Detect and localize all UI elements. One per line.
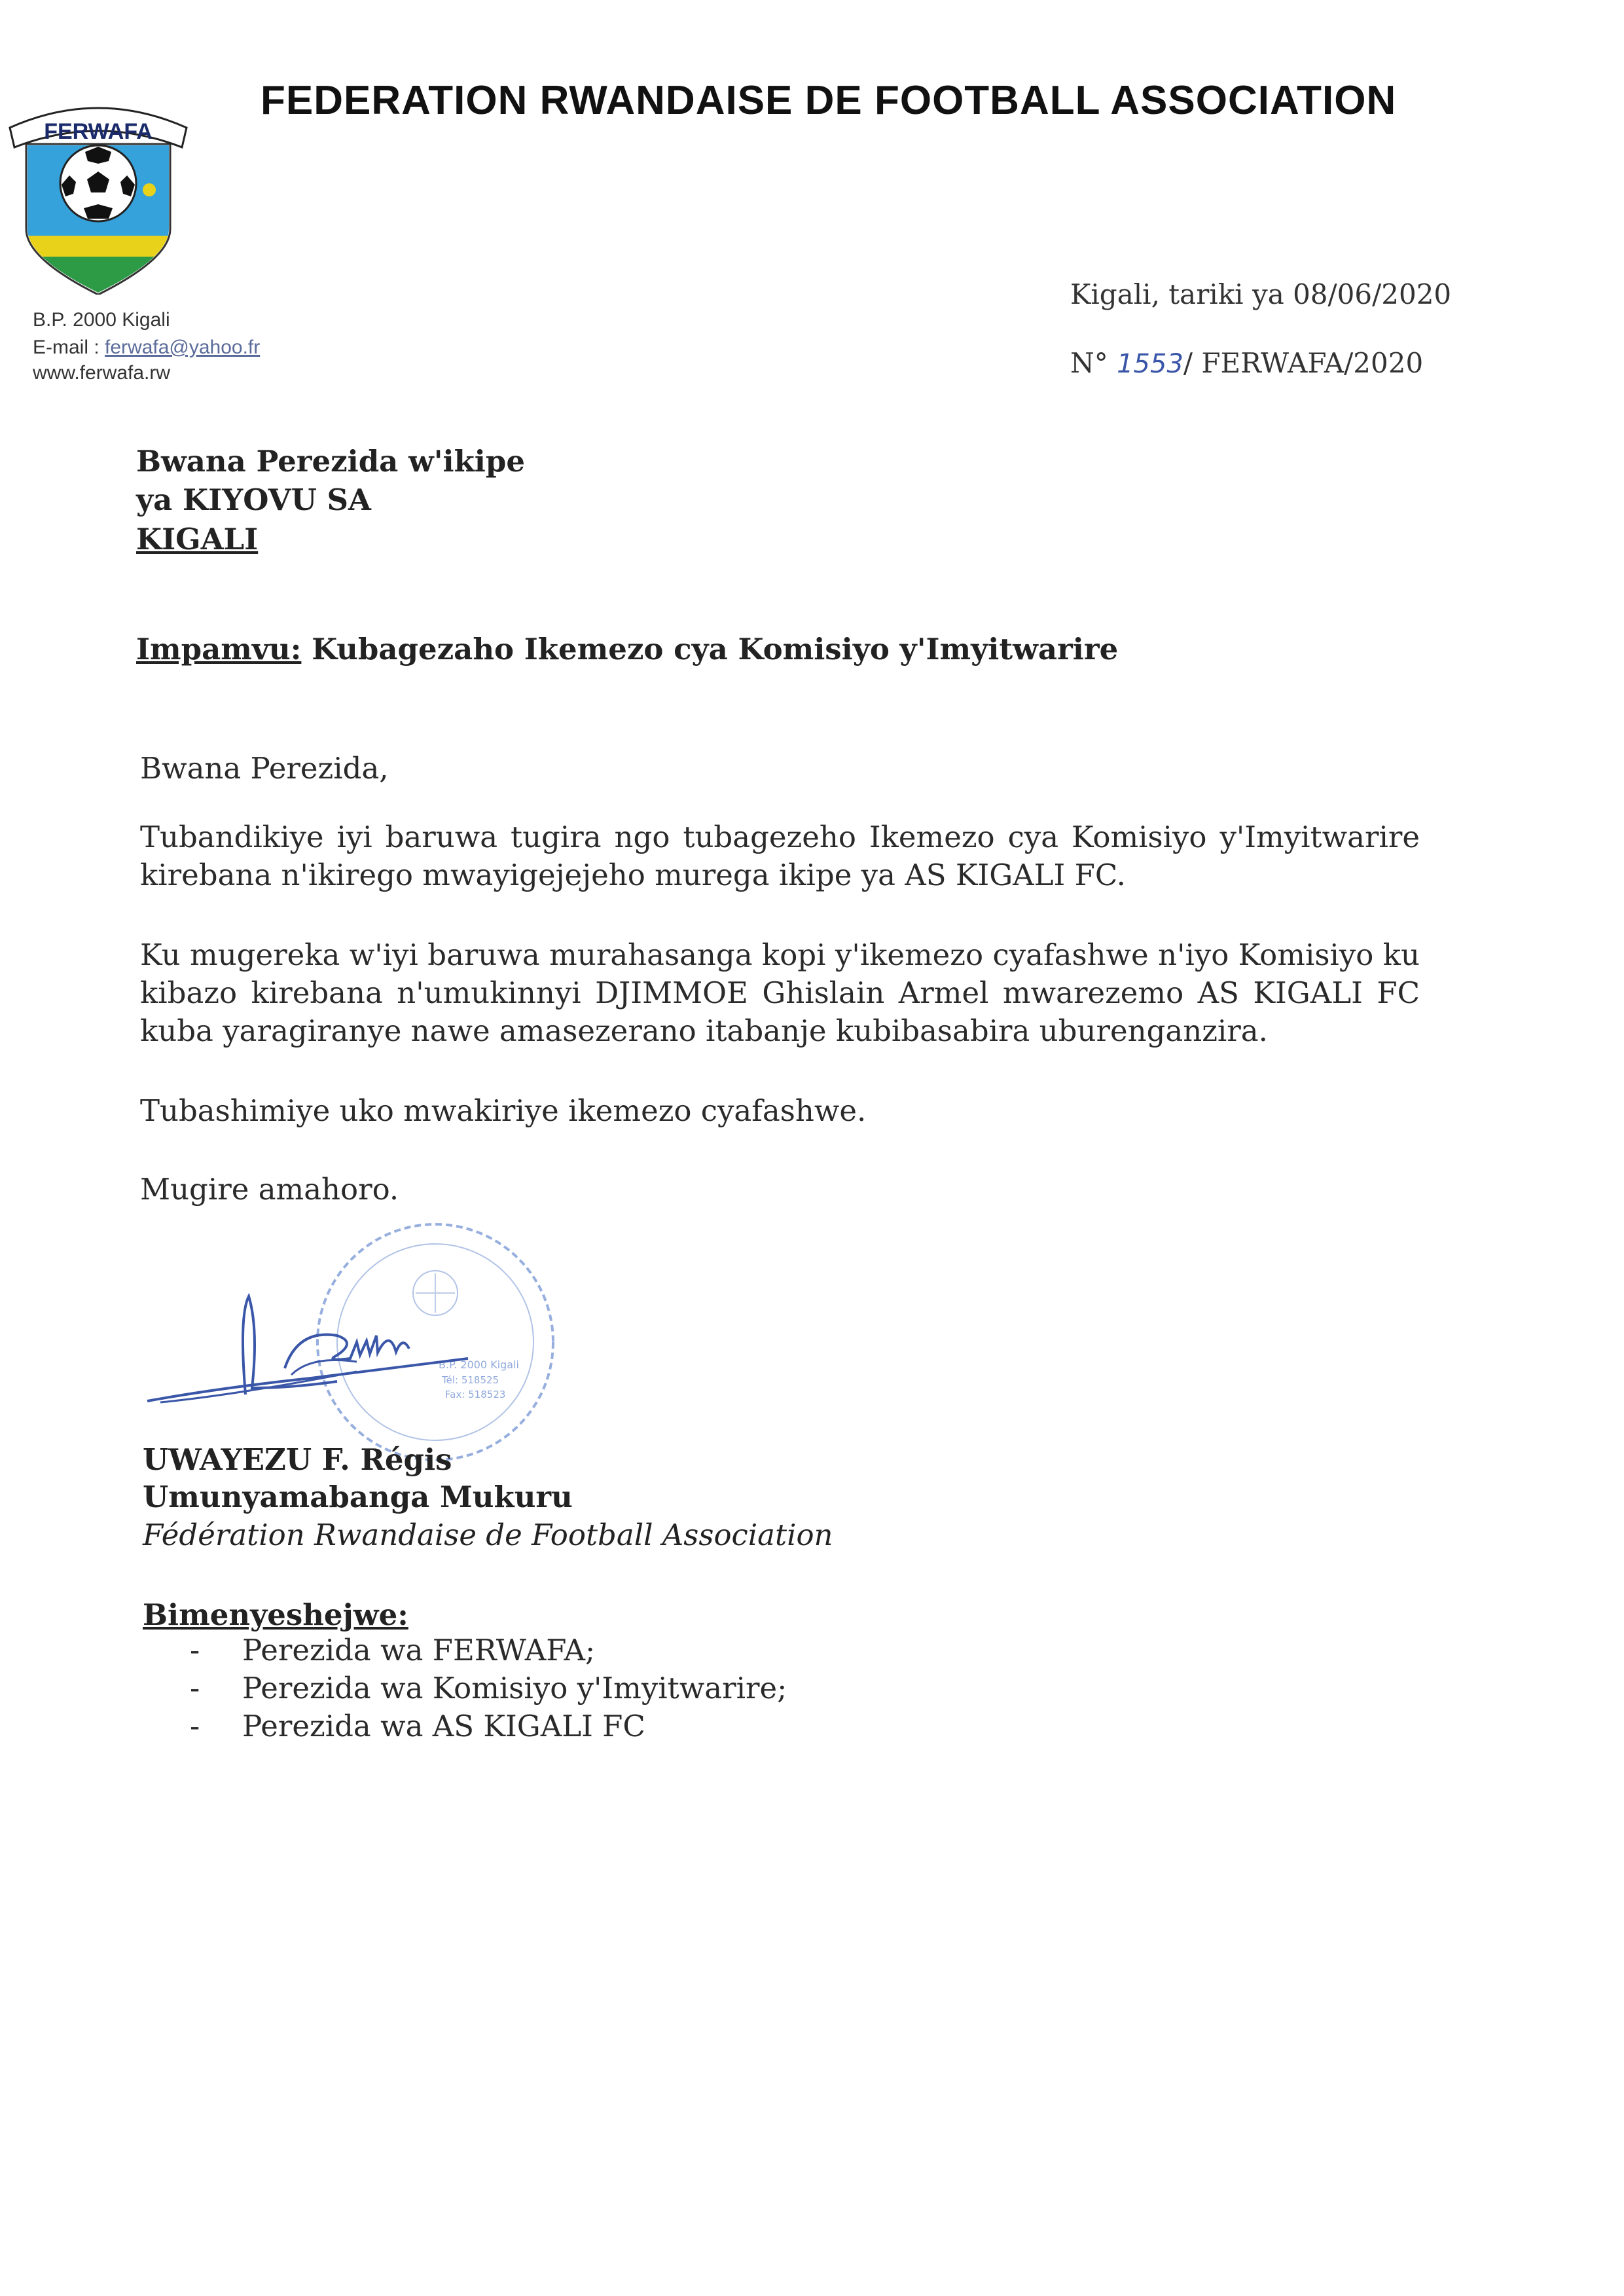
addressee-line-1: Bwana Perezida w'ikipe [136,444,525,479]
handwritten-signature [141,1290,481,1421]
cc-item [190,1709,645,1743]
addressee-city: KIGALI [136,522,259,556]
cc-bullet: - [190,1633,200,1667]
reference-line [1070,347,1423,379]
stamp-line-1: B.P. 2000 Kigali [439,1358,519,1371]
subject-text: Kubagezaho Ikemezo cya Komisiyo y'Imyitwarire [312,632,1119,666]
cc-bullet: - [190,1671,200,1705]
ref-suffix: / FERWAFA/2020 [1183,347,1424,379]
ref-number: 1553 [1117,349,1183,379]
website: www.ferwafa.rw [33,362,171,384]
salutation: Bwana Perezida, [140,751,389,786]
signatory-role: Umunyamabanga Mukuru [143,1480,573,1514]
date-line: Kigali, tariki ya 08/06/2020 [1070,278,1452,310]
paragraph-2: Ku mugereka w'iyi baruwa murahasanga kopi y'ikemezo cyafashwe n'iyo Komisiyo ku kibazo kirebana n'umukinnyi DJIMMOE Ghislain Armel mwarezemo AS KIGALI FC kuba yaragiranye nawe amasezerano itabanje kubibasabira uburenganzira. [140,938,1420,1048]
signatory-organization: Fédération Rwandaise de Football Association [143,1518,833,1552]
email-label: E-mail : [33,337,105,358]
cc-item [190,1671,787,1705]
paragraph-1: Tubandikiye iyi baruwa tugira ngo tubagezeho Ikemezo cya Komisiyo y'Imyitwarire kirebana n'ikirego mwayigejejeho murega ikipe ya AS KIGALI FC. [140,820,1420,892]
subject-label: Impamvu: [136,632,302,666]
addressee-line-2: ya KIYOVU SA [136,483,371,517]
cc-item-text: Perezida wa Komisiyo y'Imyitwarire; [242,1671,787,1705]
po-box: B.P. 2000 Kigali [33,309,170,331]
cc-item [190,1633,595,1667]
logo-text: FERWAFA [44,119,153,144]
paragraph-3: Tubashimiye uko mwakiriye ikemezo cyafashwe. [140,1093,867,1128]
email-link[interactable]: ferwafa@yahoo.fr [105,337,261,358]
closing: Mugire amahoro. [140,1172,399,1207]
signatory-name: UWAYEZU F. Régis [143,1442,452,1477]
email-line [33,337,260,359]
cc-title: Bimenyeshejwe: [143,1597,408,1632]
organization-title: FEDERATION RWANDAISE DE FOOTBALL ASSOCIATION [261,78,1397,123]
subject-line [136,632,1118,666]
cc-bullet: - [190,1709,200,1743]
cc-item-text: Perezida wa FERWAFA; [242,1633,596,1667]
stamp-line-2: Tél: 518525 [442,1374,499,1386]
ref-prefix: N° [1070,347,1108,379]
ferwafa-logo [7,98,190,295]
stamp-line-3: Fax: 518523 [445,1389,506,1400]
cc-item-text: Perezida wa AS KIGALI FC [242,1709,645,1743]
